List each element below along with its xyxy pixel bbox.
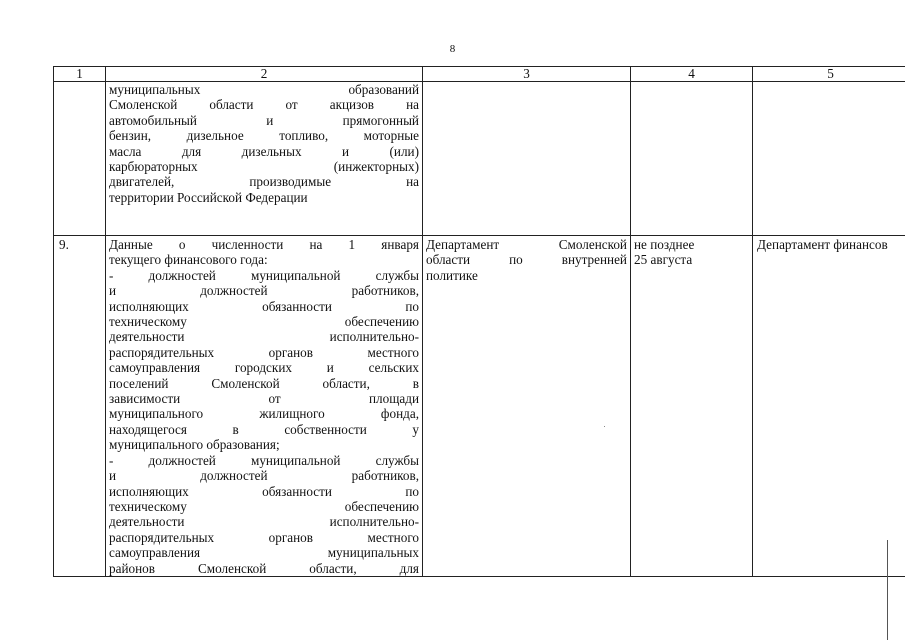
row-number: 9.	[54, 236, 106, 577]
description-line: территории Российской Федерации	[109, 189, 308, 205]
description-line: районов Смоленской области, для	[109, 560, 419, 576]
description-line: Смоленской области от акцизов на	[109, 97, 419, 113]
page-number: 8	[449, 43, 456, 55]
description-line: исполняющих обязанности по	[109, 483, 419, 499]
description-line: деятельности исполнительно-	[109, 514, 419, 530]
row-responsible	[423, 236, 631, 577]
description-line: исполняющих обязанности по	[109, 298, 419, 314]
description-line: муниципального образования;	[109, 437, 280, 453]
description-line: Данные о численности на 1 января	[109, 237, 419, 252]
description-line: карбюраторных (инжекторных)	[109, 159, 419, 175]
row-responsible	[423, 82, 631, 236]
description-line: двигателей, производимые на	[109, 174, 419, 190]
header-col-3: 3	[423, 67, 631, 82]
page-edge-line	[887, 540, 888, 640]
row-description	[106, 236, 423, 577]
row-deadline	[631, 82, 753, 236]
description-line: - должностей муниципальной службы	[109, 452, 419, 468]
description-line: самоуправления муниципальных	[109, 545, 419, 561]
description-line: масла для дизельных и (или)	[109, 143, 419, 159]
description-line: бензин, дизельное топливо, моторные	[109, 128, 419, 144]
description-line: находящегося в собственности у	[109, 421, 419, 437]
description-line: распорядительных органов местного	[109, 529, 419, 545]
header-col-2: 2	[106, 67, 423, 82]
deadline-line: 25 августа	[634, 252, 693, 268]
row-deadline	[631, 236, 753, 577]
responsible-line: политике	[426, 267, 478, 283]
table-row	[54, 236, 905, 577]
header-col-1: 1	[54, 67, 106, 82]
document-table	[53, 66, 905, 577]
description-line: распорядительных органов местного	[109, 344, 419, 360]
description-line: техническому обеспечению	[109, 314, 419, 330]
table-header-row	[54, 67, 905, 82]
row-recipient	[753, 82, 905, 236]
description-line: и должностей работников,	[109, 468, 419, 484]
description-line: техническому обеспечению	[109, 498, 419, 514]
description-line: самоуправления городских и сельских	[109, 360, 419, 376]
description-line: деятельности исполнительно-	[109, 329, 419, 345]
deadline-line: не позднее	[634, 237, 695, 252]
row-recipient: Департамент финансов	[753, 236, 905, 577]
responsible-line: Департамент Смоленской	[426, 237, 627, 252]
description-line: автомобильный и прямогонный	[109, 112, 419, 128]
header-col-5: 5	[753, 67, 905, 82]
description-line: - должностей муниципальной службы	[109, 267, 419, 283]
header-col-4: 4	[631, 67, 753, 82]
description-line: муниципального жилищного фонда,	[109, 406, 419, 422]
table-row	[54, 82, 905, 236]
description-line: и должностей работников,	[109, 283, 419, 299]
responsible-line: области по внутренней	[426, 252, 627, 268]
description-line: зависимости от площади	[109, 391, 419, 407]
description-line: текущего финансового года:	[109, 252, 268, 268]
row-description	[106, 82, 423, 236]
description-line: поселений Смоленской области, в	[109, 375, 419, 391]
description-line: муниципальных образований	[109, 82, 419, 97]
scan-speck	[604, 426, 605, 427]
row-number	[54, 82, 106, 236]
